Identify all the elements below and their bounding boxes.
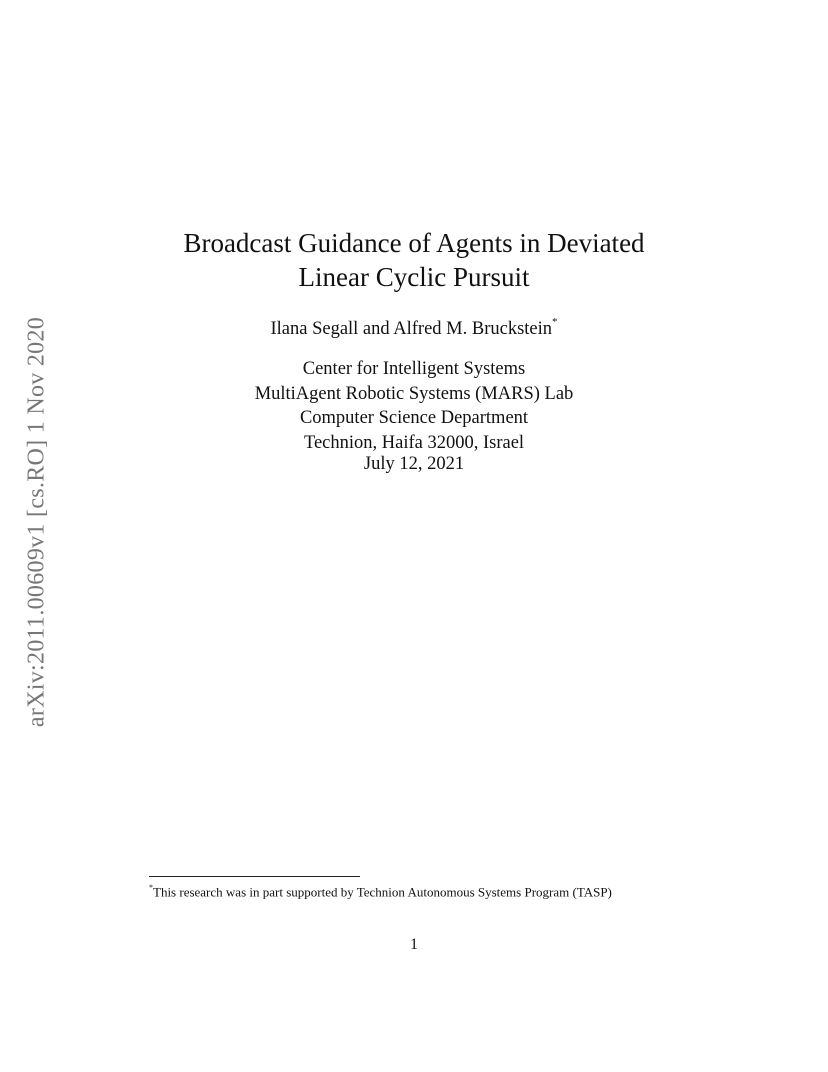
footnote <box>149 880 679 900</box>
affiliation-center: Center for Intelligent Systems <box>302 359 526 379</box>
arxiv-identifier-stamp: arXiv:2011.00609v1 [cs.RO] 1 Nov 2020 <box>23 316 50 728</box>
page-number: 1 <box>410 936 418 953</box>
affiliation-block <box>0 357 828 474</box>
title-line-1: Broadcast Guidance of Agents in Deviated <box>183 228 645 258</box>
footnote-mark: * <box>149 883 153 892</box>
footnote-text: This research was in part supported by Technion Autonomous Systems Program (TASP) <box>153 884 612 900</box>
title-line-2: Linear Cyclic Pursuit <box>298 262 530 292</box>
affiliation-lab: MultiAgent Robotic Systems (MARS) Lab <box>254 383 574 404</box>
affiliation-department: Computer Science Department <box>299 408 529 428</box>
author-footnote-mark: * <box>552 316 558 328</box>
author-names: Ilana Segall and Alfred M. Bruckstein <box>270 319 553 340</box>
paper-date: July 12, 2021 <box>363 454 465 474</box>
title-block <box>0 226 828 294</box>
footnote-divider <box>149 876 360 877</box>
author-list <box>0 318 828 340</box>
paper-title <box>0 226 828 294</box>
affiliation-institution: Technion, Haifa 32000, Israel <box>303 432 525 453</box>
